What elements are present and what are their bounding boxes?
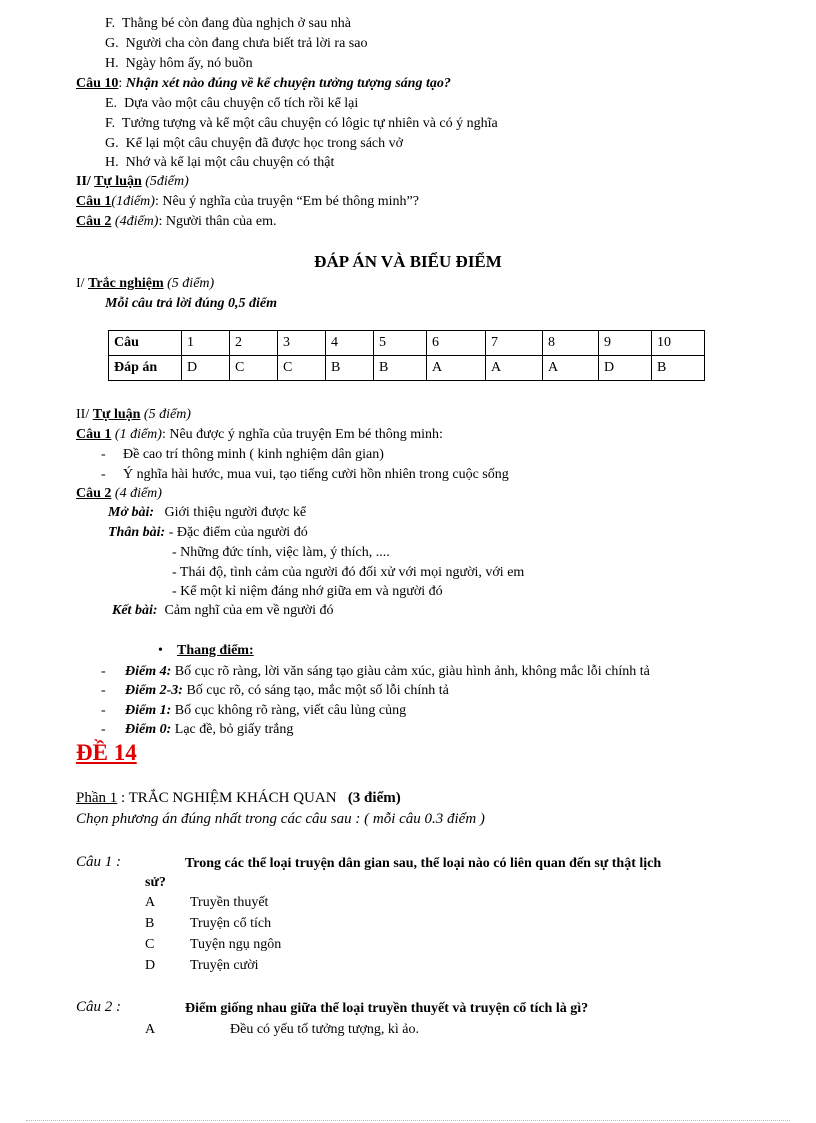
q1-option-d-letter: D bbox=[145, 958, 156, 973]
table-cell: B bbox=[652, 356, 705, 381]
essay-heading: II/ Tự luận (5điểm) bbox=[76, 174, 189, 189]
question-2-label: Câu 2 : bbox=[76, 999, 121, 1015]
question-1-text-cont: sử? bbox=[145, 875, 166, 890]
option-h: H. Ngày hôm ấy, nó buồn bbox=[105, 56, 253, 71]
table-cell: C bbox=[230, 356, 278, 381]
answer-table bbox=[108, 330, 705, 381]
table-cell: A bbox=[543, 356, 599, 381]
bullet-dash: - bbox=[101, 703, 106, 718]
table-cell: 8 bbox=[543, 331, 599, 356]
question-1-label: Câu 1 : bbox=[76, 854, 121, 870]
q1-option-b: Truyện cổ tích bbox=[190, 916, 272, 931]
essay-key-q1-point: Ý nghĩa hài hước, mua vui, tạo tiếng cười hồn nhiên trong cuộc sống bbox=[123, 467, 509, 482]
than-bai-item: - Những đức tính, việc làm, ý thích, .... bbox=[172, 545, 390, 560]
answer-table-answer-row bbox=[109, 356, 705, 381]
answer-key-title: ĐÁP ÁN VÀ BIỂU ĐIỂM bbox=[314, 252, 502, 271]
q10-option-h: H. Nhớ và kể lại một câu chuyện có thật bbox=[105, 155, 335, 170]
bullet-dash: - bbox=[101, 664, 106, 679]
option-g: G. Người cha còn đang chưa biết trả lời ra sao bbox=[105, 36, 368, 51]
essay-key-q2: Câu 2 (4 điểm) bbox=[76, 486, 162, 501]
question-10-label: Câu 10 bbox=[76, 76, 119, 91]
part-heading: Phần 1 : TRẮC NGHIỆM KHÁCH QUAN (3 điểm) bbox=[76, 790, 401, 806]
essay-key-heading: II/ Tự luận (5 điểm) bbox=[76, 407, 191, 422]
mo-bai: Mở bài: Giới thiệu người được kể bbox=[108, 505, 307, 520]
mc-key-heading: I/ Trắc nghiệm (5 điểm) bbox=[76, 276, 215, 291]
table-cell: 6 bbox=[427, 331, 486, 356]
table-cell: 5 bbox=[374, 331, 427, 356]
scale-item: Điểm 0: Lạc đề, bỏ giấy trắng bbox=[125, 722, 294, 737]
table-cell: 4 bbox=[326, 331, 374, 356]
scale-heading: Thang điểm: bbox=[177, 643, 254, 658]
page-divider bbox=[26, 1120, 790, 1121]
mc-key-note: Mỗi câu trả lời đúng 0,5 điểm bbox=[105, 296, 278, 311]
answer-table-header-row bbox=[109, 331, 705, 356]
table-cell: D bbox=[599, 356, 652, 381]
bullet-dash: - bbox=[101, 722, 106, 737]
than-bai-item: - Kể một kỉ niệm đáng nhớ giữa em và người đó bbox=[172, 584, 443, 599]
essay-key-q1-point: Đề cao trí thông minh ( kinh nghiệm dân gian) bbox=[123, 447, 384, 462]
than-bai-item: - Thái độ, tình cảm của người đó đối xử với mọi người, với em bbox=[172, 565, 525, 580]
bullet-dash: - bbox=[101, 447, 106, 462]
q2-option-a-letter: A bbox=[145, 1022, 156, 1037]
q1-option-c-letter: C bbox=[145, 937, 155, 952]
q1-option-a-letter: A bbox=[145, 895, 156, 910]
table-cell: 1 bbox=[182, 331, 230, 356]
bullet-dash: - bbox=[101, 467, 106, 482]
q10-option-f: F. Tưởng tượng và kể một câu chuyện có lôgic tự nhiên và có ý nghĩa bbox=[105, 116, 498, 131]
than-bai: Thân bài: - Đặc điểm của người đó bbox=[108, 525, 308, 540]
option-f: F. Thằng bé còn đang đùa nghịch ở sau nhà bbox=[105, 16, 351, 31]
question-1-text: Trong các thể loại truyện dân gian sau, thể loại nào có liên quan đến sự thật lịch bbox=[185, 856, 662, 871]
table-cell: 9 bbox=[599, 331, 652, 356]
table-cell: C bbox=[278, 356, 326, 381]
question-2-text: Điểm giống nhau giữa thể loại truyền thuyết và truyện cổ tích là gì? bbox=[185, 1001, 589, 1016]
q1-option-d: Truyện cười bbox=[190, 958, 259, 973]
q10-option-e: E. Dựa vào một câu chuyện cổ tích rồi kể lại bbox=[105, 96, 359, 111]
table-cell: 3 bbox=[278, 331, 326, 356]
ket-bai: Kết bài: Cảm nghĩ của em về người đó bbox=[112, 603, 334, 618]
scale-bullet: • bbox=[158, 643, 163, 658]
table-cell: 2 bbox=[230, 331, 278, 356]
table-cell: D bbox=[182, 356, 230, 381]
q1-option-a: Truyền thuyết bbox=[190, 895, 269, 910]
instruction: Chọn phương án đúng nhất trong các câu sau : ( mỗi câu 0.3 điểm ) bbox=[76, 811, 485, 827]
scale-item: Điểm 4: Bố cục rõ ràng, lời văn sáng tạo giàu cảm xúc, giàu hình ảnh, không mắc lỗi chính tả bbox=[125, 664, 650, 679]
table-cell: A bbox=[486, 356, 543, 381]
exam-title: ĐỀ 14 bbox=[76, 740, 137, 765]
table-cell: Câu bbox=[109, 331, 182, 356]
essay-key-q1: Câu 1 (1 điểm): Nêu được ý nghĩa của truyện Em bé thông minh: bbox=[76, 427, 443, 442]
question-10-text: Nhận xét nào đúng về kể chuyện tưởng tượng sáng tạo? bbox=[125, 76, 451, 91]
q1-option-c: Tuyện ngụ ngôn bbox=[190, 937, 282, 952]
question-10: Câu 10: Nhận xét nào đúng về kể chuyện tưởng tượng sáng tạo? bbox=[76, 76, 451, 91]
essay-question-1: Câu 1(1điểm): Nêu ý nghĩa của truyện “Em bé thông minh”? bbox=[76, 194, 419, 209]
q10-option-g: G. Kể lại một câu chuyện đã được học trong sách vở bbox=[105, 136, 404, 151]
q1-option-b-letter: B bbox=[145, 916, 155, 931]
table-cell: B bbox=[326, 356, 374, 381]
table-cell: A bbox=[427, 356, 486, 381]
bullet-dash: - bbox=[101, 683, 106, 698]
table-cell: B bbox=[374, 356, 427, 381]
q2-option-a: Đều có yếu tố tưởng tượng, kì ảo. bbox=[230, 1022, 420, 1037]
table-cell: 10 bbox=[652, 331, 705, 356]
table-cell: 7 bbox=[486, 331, 543, 356]
scale-item: Điểm 2-3: Bố cục rõ, có sáng tạo, mắc một số lỗi chính tả bbox=[125, 683, 449, 698]
essay-question-2: Câu 2 (4điểm): Người thân của em. bbox=[76, 214, 277, 229]
table-cell: Đáp án bbox=[109, 356, 182, 381]
scale-item: Điểm 1: Bố cục không rõ ràng, viết câu lủng củng bbox=[125, 703, 407, 718]
